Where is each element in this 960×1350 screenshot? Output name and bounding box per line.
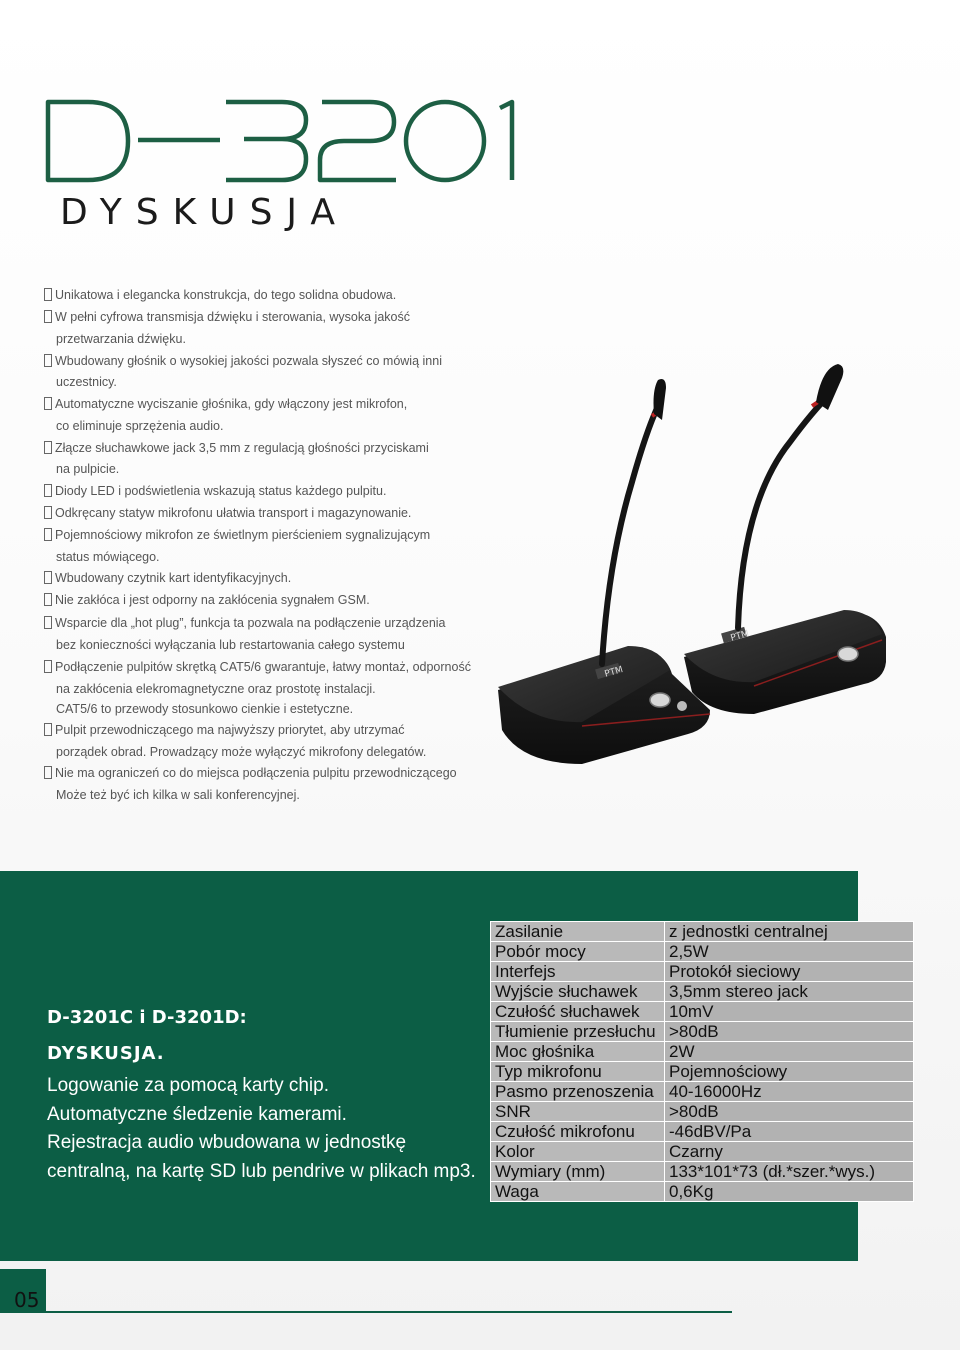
feature-text: porządek obrad. Prowadzący może wyłączyć mikrofony delegatów. [56, 745, 427, 759]
feature-text: Wbudowany czytnik kart identyfikacyjnych. [55, 571, 292, 585]
bullet-box-icon [44, 310, 52, 323]
feature-text: przetwarzania dźwięku. [56, 332, 186, 346]
spec-row [491, 1022, 914, 1042]
feature-text: na zakłócenia elekromagnetyczne oraz prostotę instalacji. [56, 682, 376, 696]
spec-value: >80dB [665, 1022, 914, 1042]
feature-text: Unikatowa i elegancka konstrukcja, do tego solidna obudowa. [55, 288, 397, 302]
spec-row [491, 982, 914, 1002]
bullet-box-icon [44, 484, 52, 497]
bullet-box-icon [44, 506, 52, 519]
spec-label: Pobór mocy [491, 942, 665, 962]
spec-value: Protokół sieciowy [665, 962, 914, 982]
spec-label: Czułość słuchawek [491, 1002, 665, 1022]
spec-row [491, 1182, 914, 1202]
description-line: Automatyczne śledzenie kamerami. [47, 1103, 347, 1125]
spec-row [491, 1062, 914, 1082]
spec-label: Tłumienie przesłuchu [491, 1022, 665, 1042]
feature-text: Złącze słuchawkowe jack 3,5 mm z regulacją głośności przyciskami [55, 441, 429, 455]
description-line: centralną, na kartę SD lub pendrive w plikach mp3. [47, 1160, 476, 1182]
feature-item [44, 462, 119, 476]
feature-item [44, 571, 291, 585]
bullet-box-icon [44, 593, 52, 606]
spec-row [491, 1042, 914, 1062]
spec-value: Czarny [665, 1142, 914, 1162]
subtitle: DYSKUSJA [60, 192, 350, 233]
logo-d3201 [44, 98, 520, 184]
spec-row [491, 942, 914, 962]
feature-item [44, 288, 396, 302]
product-photo [492, 362, 892, 782]
spec-label: Typ mikrofonu [491, 1062, 665, 1082]
feature-text: Automatyczne wyciszanie głośnika, gdy włączony jest mikrofon, [55, 397, 408, 411]
bullet-box-icon [44, 528, 52, 541]
spec-row [491, 1082, 914, 1102]
feature-item [44, 310, 410, 324]
feature-item [44, 660, 471, 674]
spec-label: Wymiary (mm) [491, 1162, 665, 1182]
spec-row [491, 1142, 914, 1162]
discussion-title: DYSKUSJA. [47, 1043, 165, 1064]
spec-label: Wyjście słuchawek [491, 982, 665, 1002]
spec-label: Zasilanie [491, 922, 665, 942]
page-number: 05 [14, 1288, 40, 1312]
feature-item [44, 354, 442, 368]
spec-table [490, 921, 914, 1202]
feature-text: Diody LED i podświetlenia wskazują status każdego pulpitu. [55, 484, 387, 498]
spec-row [491, 1162, 914, 1182]
feature-text: Wsparcie dla „hot plug”, funkcja ta pozwala na podłączenie urządzenia [55, 616, 446, 630]
feature-text: Podłączenie pulpitów skrętką CAT5/6 gwarantuje, łatwy montaż, odporność [55, 660, 471, 674]
feature-item [44, 745, 426, 759]
bullet-box-icon [44, 571, 52, 584]
footer-rule [46, 1311, 732, 1313]
bullet-box-icon [44, 441, 52, 454]
spec-label: Waga [491, 1182, 665, 1202]
description [47, 1072, 497, 1186]
feature-text: Pulpit przewodniczącego ma najwyższy priorytet, aby utrzymać [55, 723, 405, 737]
bullet-box-icon [44, 616, 52, 629]
spec-label: Pasmo przenoszenia [491, 1082, 665, 1102]
feature-text: Nie ma ograniczeń co do miejsca podłączenia pulpitu przewodniczącego [55, 766, 457, 780]
feature-text: W pełni cyfrowa transmisja dźwięku i sterowania, wysoka jakość [55, 310, 410, 324]
feature-text: Wbudowany głośnik o wysokiej jakości pozwala słyszeć co mówią inni [55, 354, 442, 368]
feature-item [44, 723, 404, 737]
feature-item [44, 638, 405, 652]
feature-text: uczestnicy. [56, 375, 117, 389]
spec-label: Czułość mikrofonu [491, 1122, 665, 1142]
feature-text: Pojemnościowy mikrofon ze świetlnym pierścieniem sygnalizującym [55, 528, 431, 542]
spec-row [491, 962, 914, 982]
spec-value: >80dB [665, 1102, 914, 1122]
spec-value: 0,6Kg [665, 1182, 914, 1202]
description-line: Rejestracja audio wbudowana w jednostkę [47, 1132, 407, 1153]
bullet-box-icon [44, 766, 52, 779]
feature-item [44, 702, 353, 716]
feature-text: Nie zakłóca i jest odporny na zakłócenia sygnałem GSM. [55, 593, 370, 607]
feature-text: Może też być ich kilka w sali konferencyjnej. [56, 788, 300, 802]
svg-text:PTM: PTM [603, 665, 625, 680]
spec-label: Interfejs [491, 962, 665, 982]
feature-item [44, 397, 407, 411]
bullet-box-icon [44, 354, 52, 367]
bullet-box-icon [44, 288, 52, 301]
spec-value: 2W [665, 1042, 914, 1062]
bullet-box-icon [44, 660, 52, 673]
svg-text:PTM: PTM [729, 629, 751, 644]
feature-item [44, 788, 300, 802]
spec-label: Kolor [491, 1142, 665, 1162]
bullet-box-icon [44, 397, 52, 410]
feature-item [44, 419, 223, 433]
feature-item [44, 766, 457, 780]
feature-item [44, 441, 429, 455]
spec-value: 3,5mm stereo jack [665, 982, 914, 1002]
feature-item [44, 682, 376, 696]
feature-item [44, 616, 446, 630]
feature-text: status mówiącego. [56, 550, 160, 564]
spec-value: 10mV [665, 1002, 914, 1022]
model-title: D-3201C i D-3201D: [47, 1007, 247, 1028]
spec-row [491, 1002, 914, 1022]
spec-label: Moc głośnika [491, 1042, 665, 1062]
feature-item [44, 593, 370, 607]
spec-label: SNR [491, 1102, 665, 1122]
spec-value: 133*101*73 (dł.*szer.*wys.) [665, 1162, 914, 1182]
feature-item [44, 550, 160, 564]
spec-row [491, 1122, 914, 1142]
feature-item [44, 332, 186, 346]
spec-value: 2,5W [665, 942, 914, 962]
spec-value: Pojemnościowy [665, 1062, 914, 1082]
feature-text: co eliminuje sprzężenia audio. [56, 419, 224, 433]
feature-text: Odkręcany statyw mikrofonu ułatwia transport i magazynowanie. [55, 506, 412, 520]
spec-row [491, 922, 914, 942]
spec-row [491, 1102, 914, 1122]
description-line: Logowanie za pomocą karty chip. [47, 1075, 329, 1096]
feature-item [44, 375, 117, 389]
bullet-box-icon [44, 723, 52, 736]
feature-item [44, 484, 386, 498]
feature-text: CAT5/6 to przewody stosunkowo cienkie i estetyczne. [56, 702, 354, 716]
spec-value: 40-16000Hz [665, 1082, 914, 1102]
feature-text: bez konieczności wyłączania lub restartowania całego systemu [56, 638, 405, 652]
delegate-unit-left [498, 379, 710, 764]
feature-item [44, 506, 411, 520]
feature-text: na pulpicie. [56, 462, 120, 476]
delegate-unit-right [684, 364, 886, 714]
feature-item [44, 528, 430, 542]
spec-value: z jednostki centralnej [665, 922, 914, 942]
spec-value: -46dBV/Pa [665, 1122, 914, 1142]
